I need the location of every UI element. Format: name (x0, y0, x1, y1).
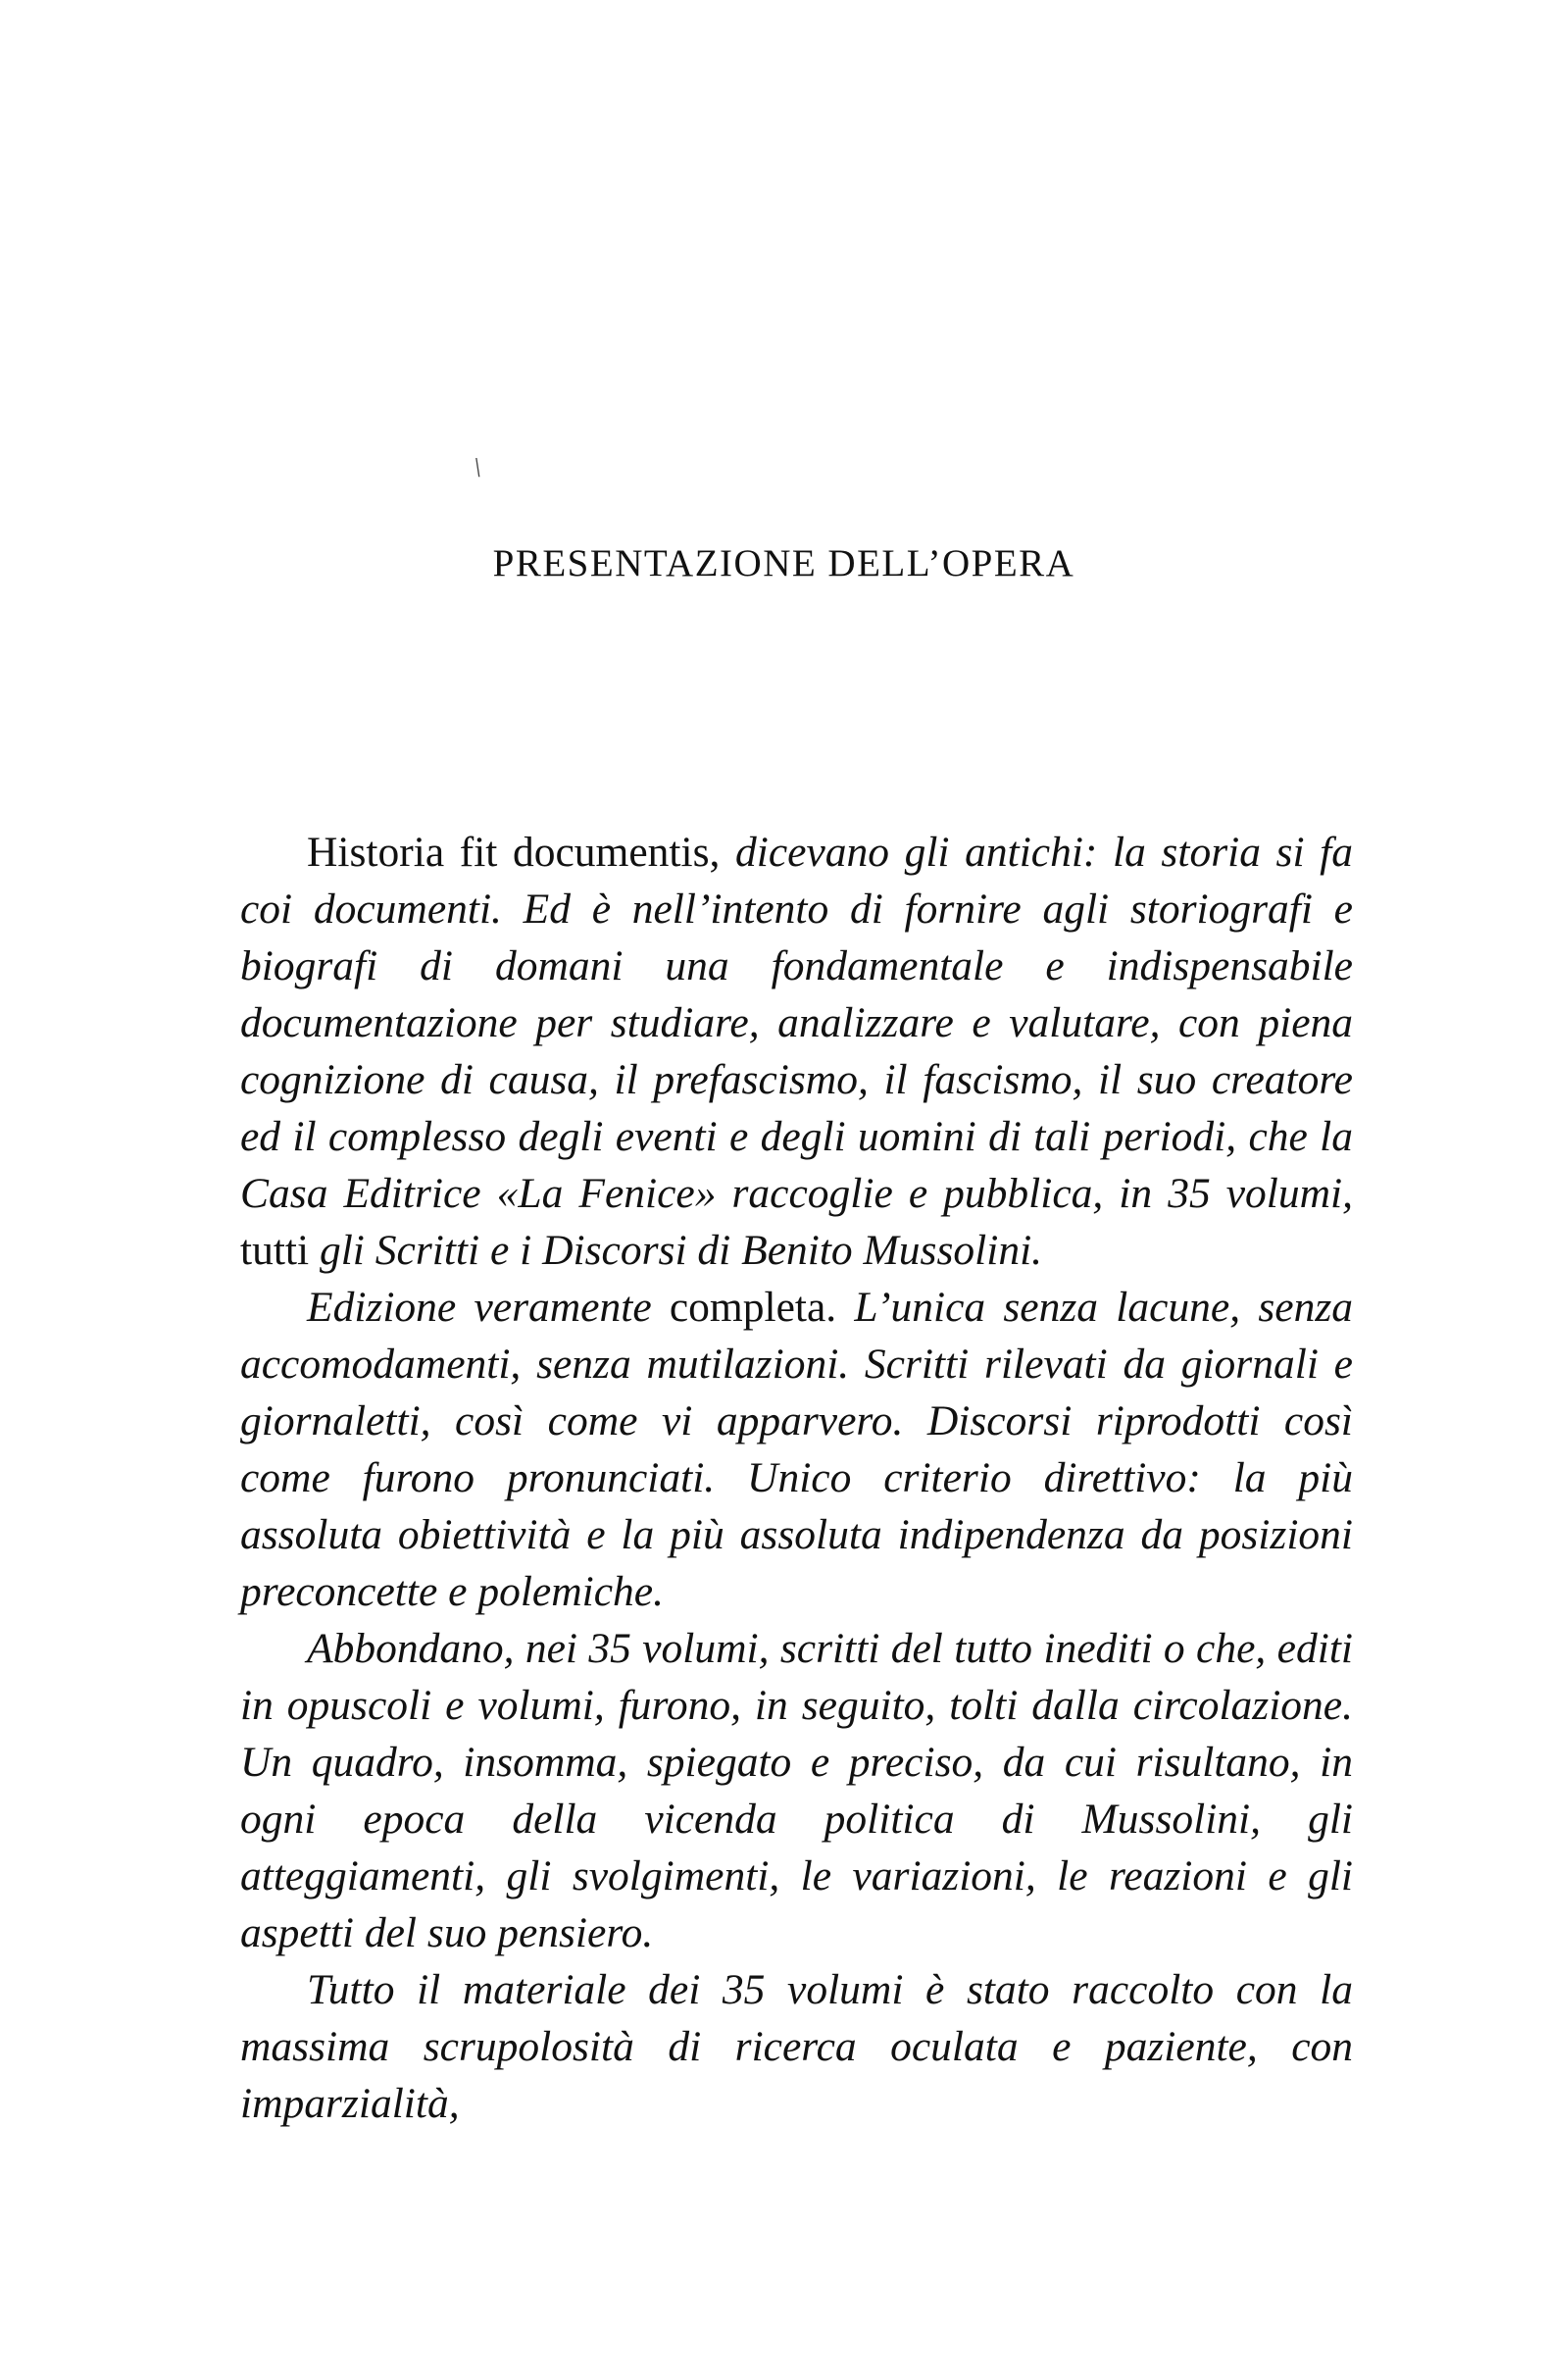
stray-mark: \ (474, 453, 481, 483)
text-run: completa. (669, 1284, 855, 1331)
paragraph-3 (240, 1620, 1353, 1961)
body-text (240, 824, 1353, 2132)
text-run: Historia fit documentis, (307, 829, 735, 876)
paragraph-2 (240, 1279, 1353, 1620)
text-run: gli Scritti e i Discorsi di Benito Mussolini. (319, 1227, 1043, 1274)
paragraph-1 (240, 824, 1353, 1279)
paragraph-4 (240, 1961, 1353, 2132)
text-run: L’unica senza lacune, senza accomodamenti, senza mutilazioni. Scritti rilevati da giornali e giornaletti, così come vi apparvero. Discorsi riprodotti così come furono pronunciati. Unico criterio direttivo: la più assoluta obiettività e la più assoluta indipendenza da posizioni preconcette e polemiche. (240, 1284, 1353, 1615)
text-run: Abbondano, nei 35 volumi, scritti del tutto inediti o che, editi in opuscoli e volumi, furono, in seguito, tolti dalla circolazione. Un quadro, insomma, spiegato e preciso, da cui risultano, in ogni epoca della vicenda politica di Mussolini, gli atteggiamenti, gli svolgimenti, le variazioni, le reazioni e gli aspetti del suo pensiero. (240, 1625, 1353, 1956)
text-run: Edizione veramente (307, 1284, 670, 1331)
page-title: PRESENTAZIONE DELL’OPERA (492, 542, 1075, 584)
text-run: tutti (240, 1227, 320, 1274)
text-run: dicevano gli antichi: la storia si fa coi documenti. Ed è nell’intento di fornire agli storiografi e biografi di domani una fondamentale e indispensabile documentazione per studiare, analizzare e valutare, con piena cognizione di causa, il prefascismo, il fascismo, il suo creatore ed il complesso degli eventi e degli uomini di tali periodi, che la Casa Editrice «La Fenice» raccoglie e pubblica, in 35 volumi, (240, 829, 1353, 1217)
text-run: Tutto il materiale dei 35 volumi è stato raccolto con la massima scrupolosità di ricerca oculata e paziente, con imparzialità, (240, 1966, 1353, 2127)
